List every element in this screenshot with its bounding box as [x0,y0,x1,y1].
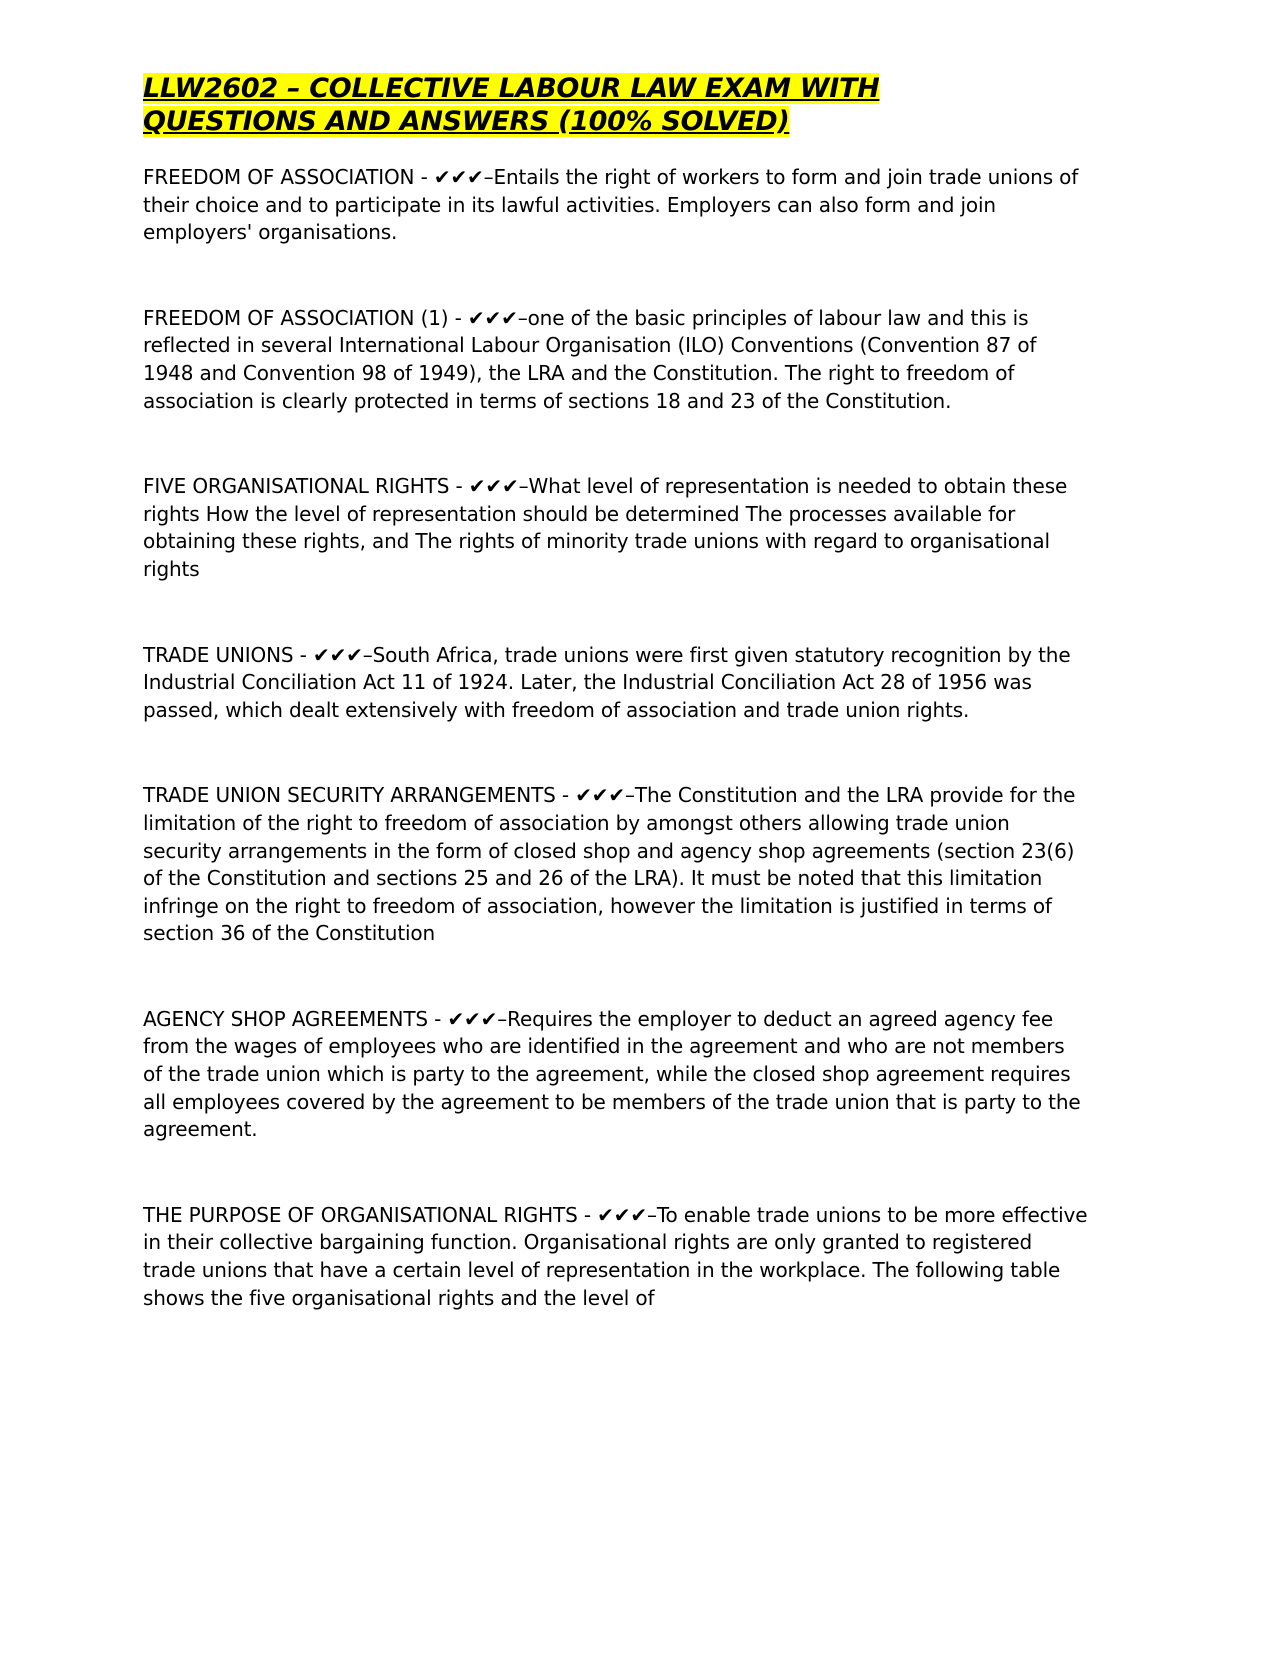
entry-agency-shop-agreements: AGENCY SHOP AGREEMENTS - ✔✔✔–Requires the employer to deduct an agreed agency fee from the wages of employees who are identified in the agreement and who are not members of the trade union which is party to the agreement, while the closed shop agreement requires all employees covered by the agreement to be members of the trade union that is party to the agreement. [143,1006,1081,1142]
document-page [143,72,1088,1370]
entry-trade-union-security: TRADE UNION SECURITY ARRANGEMENTS - ✔✔✔–The Constitution and the LRA provide for the limitation of the right to freedom of association by amongst others allowing trade union security arrangements in the form of closed shop and agency shop agreements (section 23(6) of the Constitution and sections 25 and 26 of the LRA). It must be noted that this limitation infringe on the right to freedom of association, however the limitation is justified in terms of section 36 of the Constitution [143,783,1076,946]
title-line-2: QUESTIONS AND ANSWERS (100% SOLVED) [143,106,790,137]
entry-purpose-of-organisational-rights: THE PURPOSE OF ORGANISATIONAL RIGHTS - ✔✔✔–To enable trade unions to be more effective in their collective bargaining function. Organisational rights are only granted to registered trade unions that have a certain level of representation in the workplace. The following table shows the five organisational rights and the level of [143,1202,1088,1310]
entry-freedom-of-association: FREEDOM OF ASSOCIATION - ✔✔✔–Entails the right of workers to form and join trade unions of their choice and to participate in its lawful activities. Employers can also form and join employers' organisations. [143,165,1079,245]
entry-trade-unions: TRADE UNIONS - ✔✔✔–South Africa, trade unions were first given statutory recognition by the Industrial Conciliation Act 11 of 1924. Later, the Industrial Conciliation Act 28 of 1956 was passed, which dealt extensively with freedom of association and trade union rights. [143,642,1071,722]
entry-five-organisational-rights: FIVE ORGANISATIONAL RIGHTS - ✔✔✔–What level of representation is needed to obtain these rights How the level of representation should be determined The processes available for obtaining these rights, and The rights of minority trade unions with regard to organisational rights [143,474,1068,581]
document-title [143,72,1088,138]
title-line-1: LLW2602 – COLLECTIVE LABOUR LAW EXAM WITH [143,73,880,104]
entry-freedom-of-association-1: FREEDOM OF ASSOCIATION (1) - ✔✔✔–one of the basic principles of labour law and this is reflected in several International Labour Organisation (ILO) Conventions (Convention 87 of 1948 and Convention 98 of 1949), the LRA and the Constitution. The right to freedom of association is clearly protected in terms of sections 18 and 23 of the Constitution. [143,305,1037,413]
